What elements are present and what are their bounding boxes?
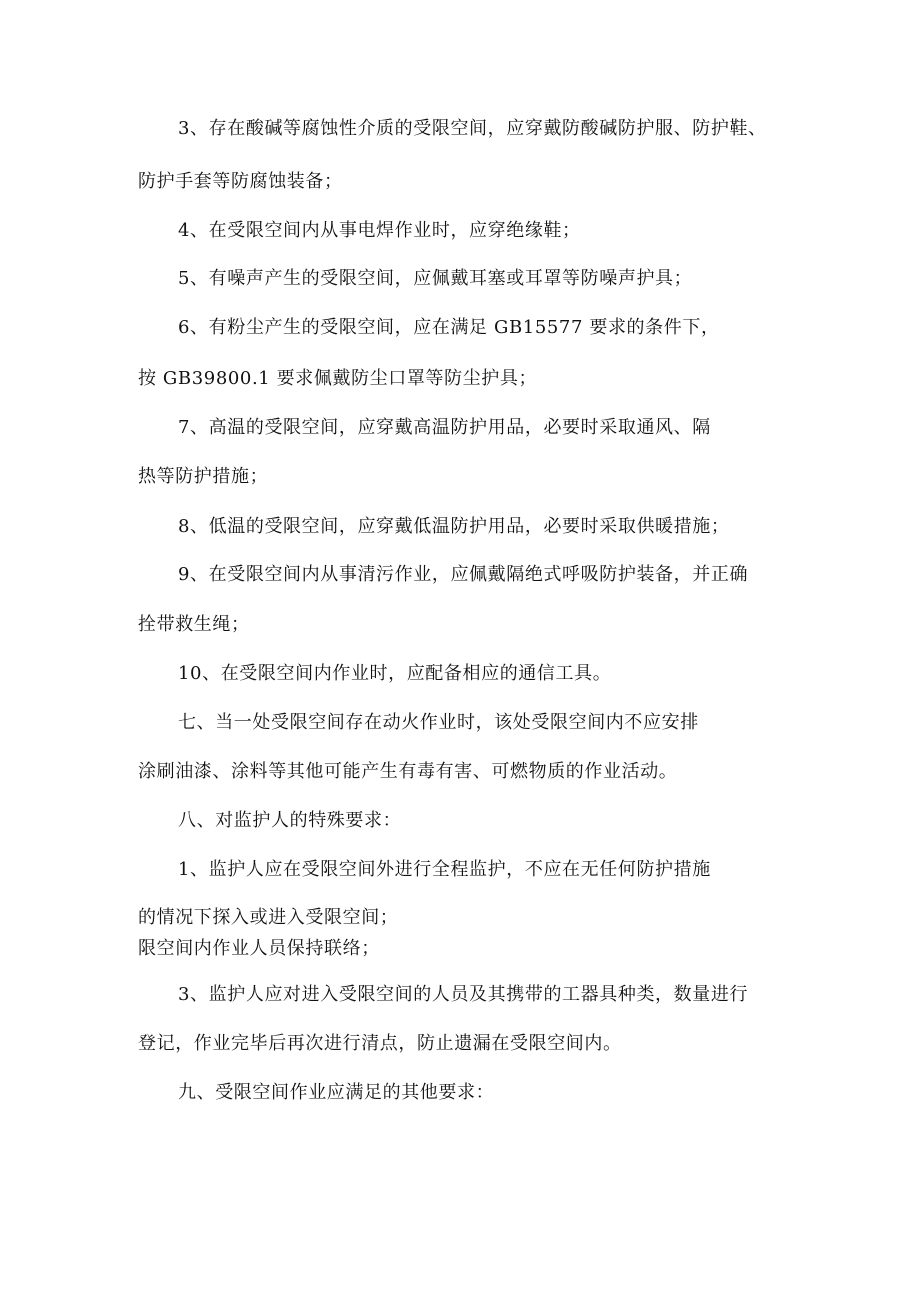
text-line: 热等防护措施； <box>138 466 269 487</box>
text-line: 九、受限空间作业应满足的其他要求： <box>178 1082 495 1103</box>
text-line: 5、有噪声产生的受限空间，应佩戴耳塞或耳罩等防噪声护具； <box>178 268 693 289</box>
text-line: 7、高温的受限空间，应穿戴高温防护用品，必要时采取通风、隔 <box>178 417 711 438</box>
text-line: 七、当一处受限空间存在动火作业时，该处受限空间内不应安排 <box>178 712 699 733</box>
text-line: 4、在受限空间内从事电焊作业时，应穿绝缘鞋； <box>178 220 581 241</box>
text-line: 登记，作业完毕后再次进行清点，防止遗漏在受限空间内。 <box>138 1033 622 1054</box>
text-line: 10、在受限空间内作业时，应配备相应的通信工具。 <box>178 663 612 684</box>
text-line: 八、对监护人的特殊要求： <box>178 810 402 831</box>
text-line: 防护手套等防腐蚀装备； <box>138 171 343 192</box>
text-line: 8、低温的受限空间，应穿戴低温防护用品，必要时采取供暖措施； <box>178 516 730 537</box>
text-line: 限空间内作业人员保持联络； <box>138 938 380 959</box>
text-line: 1、监护人应在受限空间外进行全程监护，不应在无任何防护措施 <box>178 859 711 880</box>
text-line: 的情况下探入或进入受限空间； <box>138 907 399 928</box>
text-line: 拴带救生绳； <box>138 614 250 635</box>
text-line: 按 GB39800.1 要求佩戴防尘口罩等防尘护具； <box>138 368 538 389</box>
text-line: 9、在受限空间内从事清污作业，应佩戴隔绝式呼吸防护装备，并正确 <box>178 564 749 585</box>
text-line: 3、存在酸碱等腐蚀性介质的受限空间，应穿戴防酸碱防护服、防护鞋、 <box>178 118 767 139</box>
text-line: 涂刷油漆、涂料等其他可能产生有毒有害、可燃物质的作业活动。 <box>138 761 678 782</box>
text-line: 3、监护人应对进入受限空间的人员及其携带的工器具种类，数量进行 <box>178 984 749 1005</box>
text-line: 6、有粉尘产生的受限空间，应在满足 GB15577 要求的条件下， <box>178 317 720 338</box>
